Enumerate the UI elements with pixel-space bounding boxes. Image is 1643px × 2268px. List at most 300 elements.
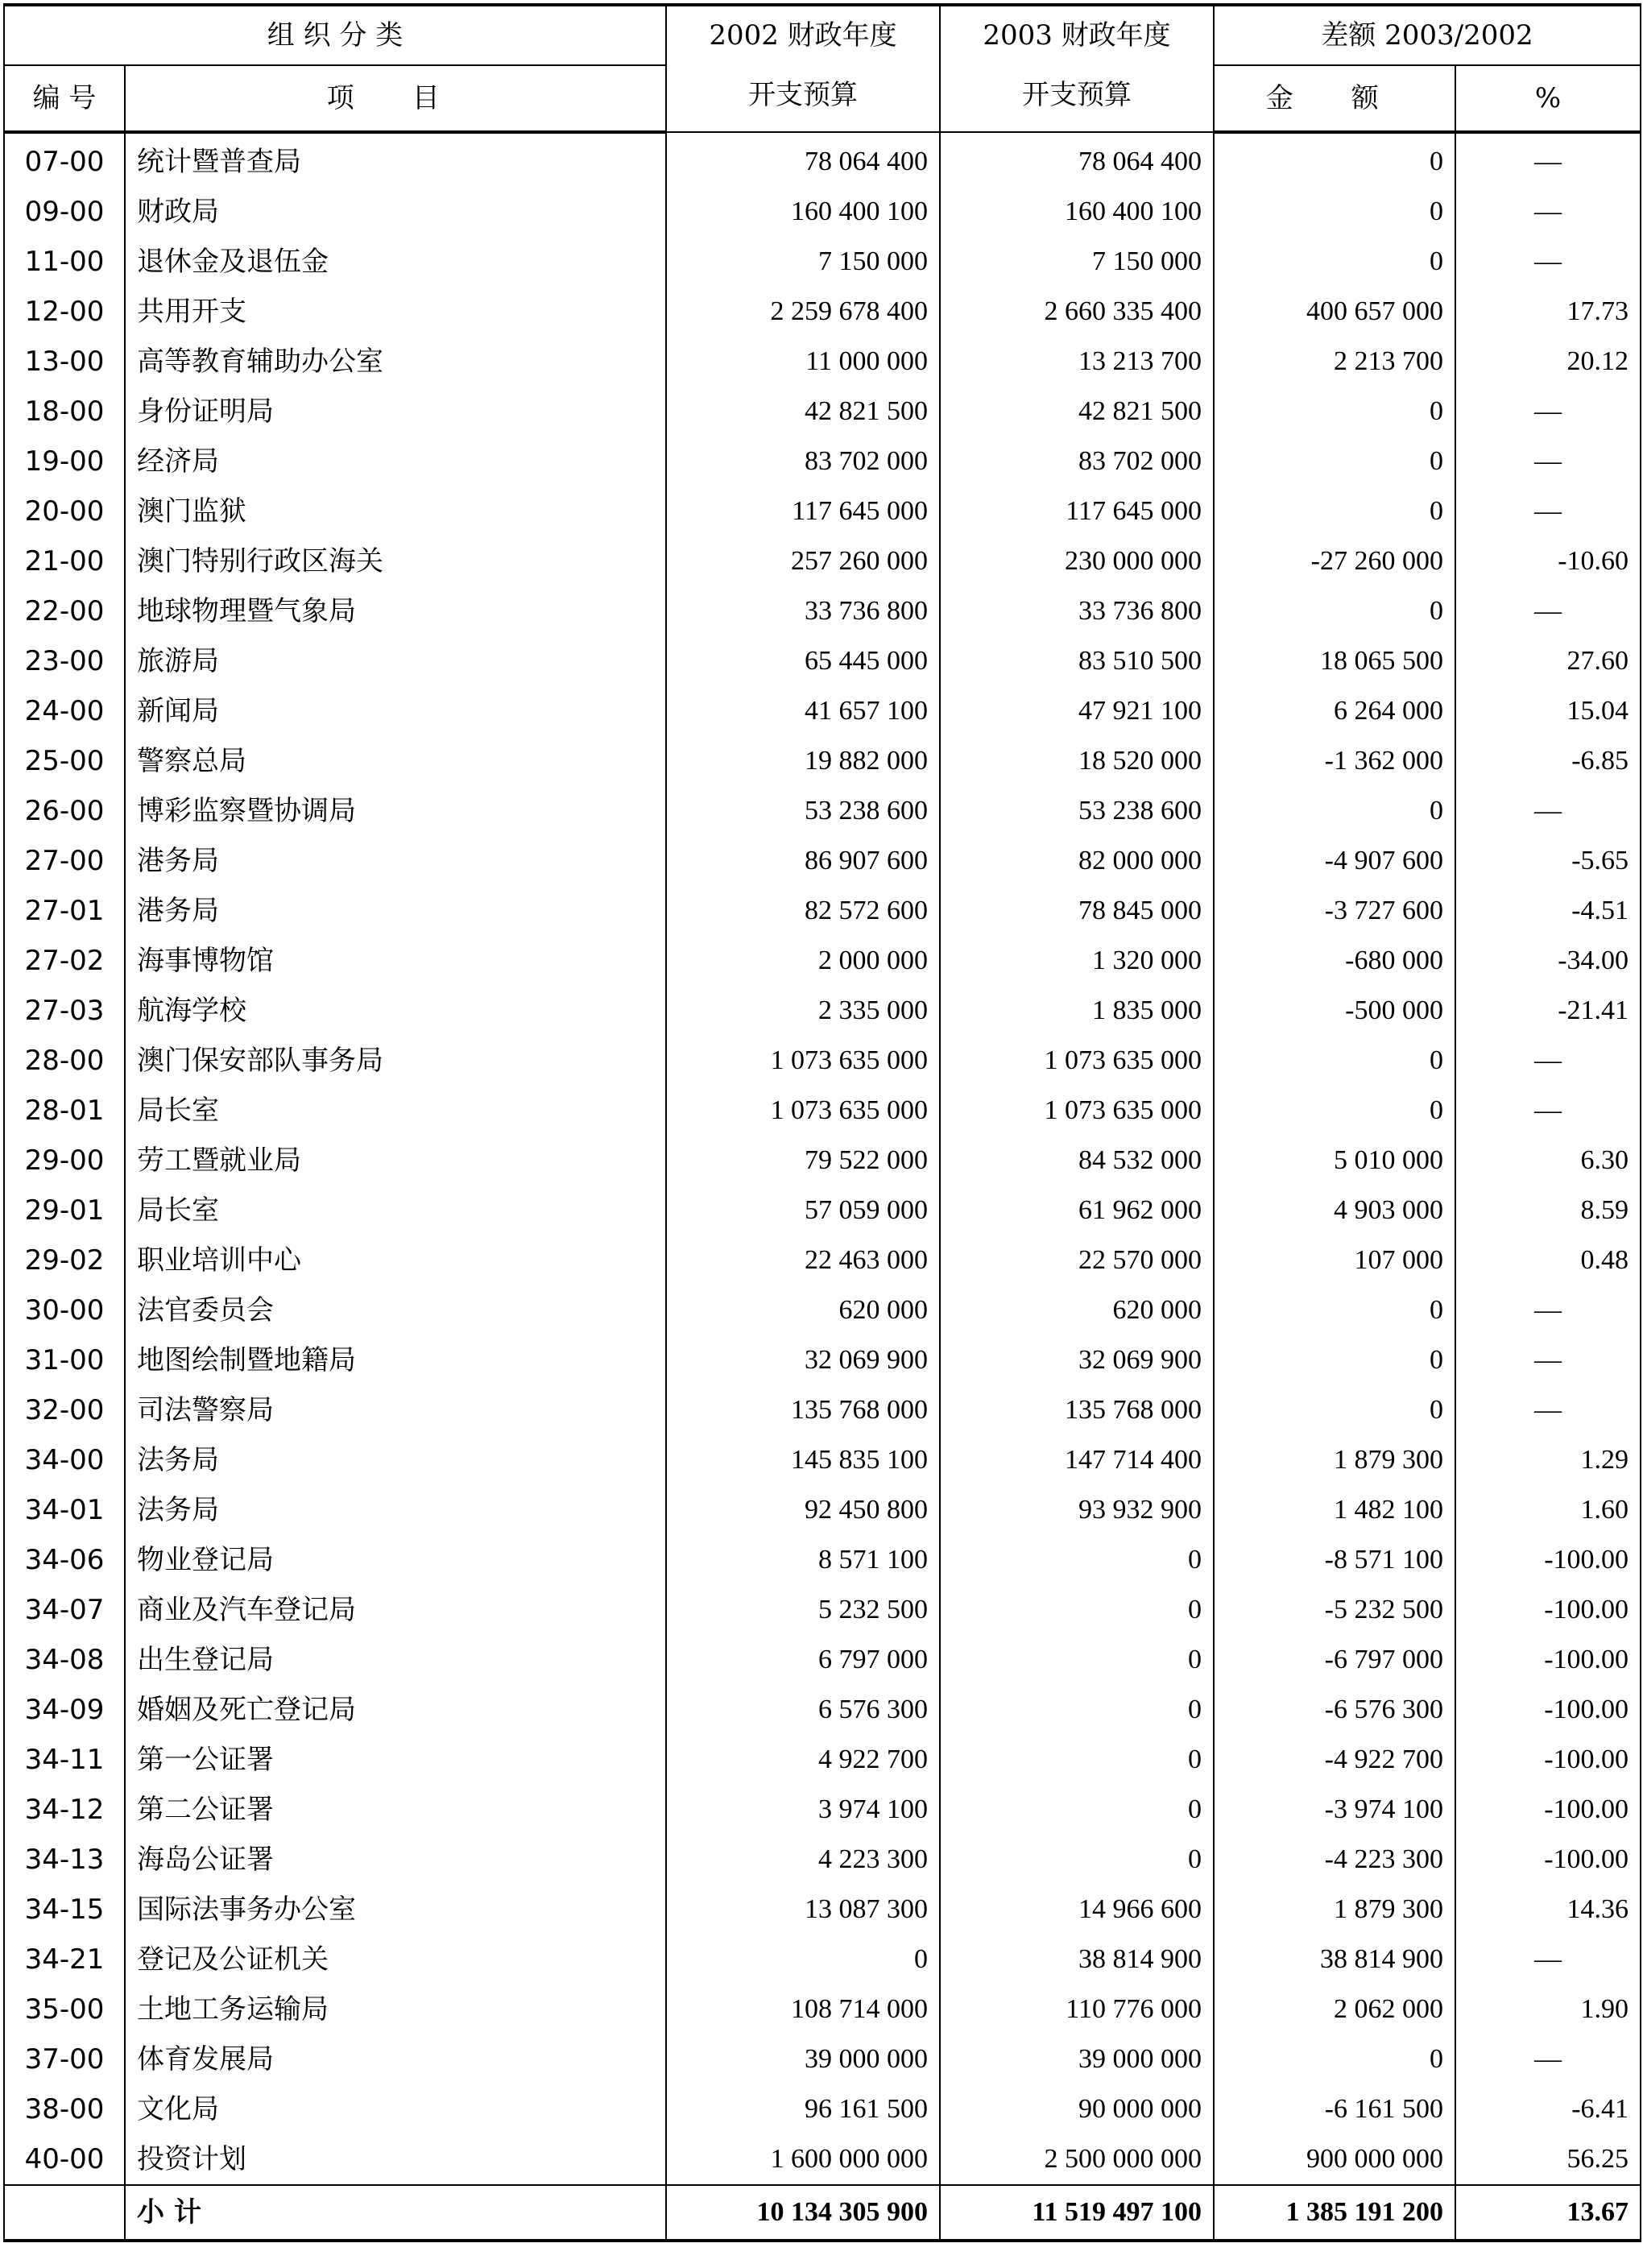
cell-budget-2003: 230 000 000 (940, 536, 1214, 586)
cell-item: 土地工务运输局 (125, 1984, 666, 2034)
cell-item: 文化局 (125, 2084, 666, 2134)
budget-2003-header-line2: 开支预算 (1022, 79, 1132, 111)
cell-budget-2002: 2 335 000 (666, 986, 940, 1036)
cell-budget-2003: 22 570 000 (940, 1235, 1214, 1285)
table-row (4, 1435, 1641, 1485)
cell-diff-percent: — (1455, 786, 1641, 836)
cell-code: 18-00 (4, 387, 125, 437)
cell-budget-2003: 93 932 900 (940, 1485, 1214, 1535)
cell-diff-percent: — (1455, 2034, 1641, 2084)
table-row (4, 187, 1641, 237)
cell-item: 第二公证署 (125, 1785, 666, 1835)
cell-diff-amount: 1 879 300 (1214, 1885, 1455, 1935)
cell-diff-amount: 0 (1214, 2034, 1455, 2084)
cell-budget-2002: 11 000 000 (666, 337, 940, 387)
cell-budget-2003: 83 510 500 (940, 636, 1214, 686)
cell-item: 出生登记局 (125, 1635, 666, 1685)
cell-item: 统计暨普查局 (125, 132, 666, 187)
amount-header: 金 额 (1214, 65, 1455, 132)
cell-budget-2003: 78 064 400 (940, 132, 1214, 187)
cell-budget-2002: 41 657 100 (666, 686, 940, 736)
cell-budget-2002: 92 450 800 (666, 1485, 940, 1535)
cell-diff-amount: 0 (1214, 1285, 1455, 1335)
cell-budget-2003: 42 821 500 (940, 387, 1214, 437)
cell-budget-2002: 32 069 900 (666, 1335, 940, 1385)
cell-diff-percent: — (1455, 586, 1641, 636)
table-row (4, 2034, 1641, 2084)
table-row (4, 1186, 1641, 1235)
cell-budget-2003: 13 213 700 (940, 337, 1214, 387)
cell-budget-2002: 4 223 300 (666, 1835, 940, 1885)
cell-code: 34-08 (4, 1635, 125, 1685)
cell-item: 第一公证署 (125, 1735, 666, 1785)
cell-diff-percent: -100.00 (1455, 1785, 1641, 1835)
cell-code: 29-00 (4, 1136, 125, 1186)
table-row (4, 736, 1641, 786)
table-row (4, 936, 1641, 986)
cell-diff-percent: 8.59 (1455, 1186, 1641, 1235)
cell-diff-percent: -6.41 (1455, 2084, 1641, 2134)
cell-budget-2003: 39 000 000 (940, 2034, 1214, 2084)
cell-budget-2003: 1 073 635 000 (940, 1086, 1214, 1136)
table-row (4, 437, 1641, 486)
diff-header: 差额 2003/2002 (1214, 5, 1641, 65)
cell-diff-percent: -100.00 (1455, 1535, 1641, 1585)
cell-budget-2002: 42 821 500 (666, 387, 940, 437)
cell-item: 司法警察局 (125, 1385, 666, 1435)
table-row (4, 1635, 1641, 1685)
budget-2003-header (940, 5, 1214, 132)
table-row (4, 1984, 1641, 2034)
table-row (4, 1785, 1641, 1835)
cell-diff-percent: — (1455, 1285, 1641, 1335)
cell-diff-amount: 2 062 000 (1214, 1984, 1455, 2034)
cell-budget-2003: 18 520 000 (940, 736, 1214, 786)
item-header: 项 目 (125, 65, 666, 132)
cell-diff-amount: 0 (1214, 387, 1455, 437)
cell-item: 局长室 (125, 1086, 666, 1136)
cell-code: 34-11 (4, 1735, 125, 1785)
table-row (4, 1086, 1641, 1136)
cell-item: 投资计划 (125, 2134, 666, 2185)
cell-budget-2003: 33 736 800 (940, 586, 1214, 636)
cell-diff-amount: -1 362 000 (1214, 736, 1455, 786)
cell-code: 07-00 (4, 132, 125, 187)
cell-item: 登记及公证机关 (125, 1935, 666, 1984)
cell-code: 27-00 (4, 836, 125, 886)
cell-budget-2003: 1 835 000 (940, 986, 1214, 1036)
cell-code: 35-00 (4, 1984, 125, 2034)
cell-diff-amount: -6 161 500 (1214, 2084, 1455, 2134)
table-row (4, 2134, 1641, 2185)
cell-diff-amount: 0 (1214, 586, 1455, 636)
cell-diff-percent: 56.25 (1455, 2134, 1641, 2185)
cell-code: 34-21 (4, 1935, 125, 1984)
cell-budget-2003: 53 238 600 (940, 786, 1214, 836)
cell-item: 澳门监狱 (125, 486, 666, 536)
cell-code: 28-00 (4, 1036, 125, 1086)
cell-code: 31-00 (4, 1335, 125, 1385)
cell-budget-2003: 84 532 000 (940, 1136, 1214, 1186)
cell-budget-2002: 86 907 600 (666, 836, 940, 886)
budget-2002-header-line1: 2002 财政年度 (709, 19, 897, 52)
cell-budget-2003: 0 (940, 1635, 1214, 1685)
cell-diff-percent: — (1455, 237, 1641, 287)
cell-code: 34-06 (4, 1535, 125, 1585)
cell-budget-2003: 38 814 900 (940, 1935, 1214, 1984)
cell-diff-percent: — (1455, 132, 1641, 187)
cell-code: 27-02 (4, 936, 125, 986)
cell-budget-2003: 47 921 100 (940, 686, 1214, 736)
table-row (4, 387, 1641, 437)
cell-diff-percent: 1.29 (1455, 1435, 1641, 1485)
cell-diff-amount: 0 (1214, 132, 1455, 187)
table-row (4, 1385, 1641, 1435)
cell-code: 34-15 (4, 1885, 125, 1935)
cell-item: 劳工暨就业局 (125, 1136, 666, 1186)
cell-item: 海岛公证署 (125, 1835, 666, 1885)
cell-budget-2003: 117 645 000 (940, 486, 1214, 536)
cell-budget-2003: 0 (940, 1785, 1214, 1835)
cell-budget-2003: 32 069 900 (940, 1335, 1214, 1385)
cell-item: 身份证明局 (125, 387, 666, 437)
subtotal-budget-2002: 10 134 305 900 (666, 2185, 940, 2241)
cell-diff-amount: 900 000 000 (1214, 2134, 1455, 2185)
cell-diff-percent: -100.00 (1455, 1585, 1641, 1635)
cell-code: 34-01 (4, 1485, 125, 1535)
cell-budget-2002: 22 463 000 (666, 1235, 940, 1285)
cell-budget-2002: 0 (666, 1935, 940, 1984)
cell-diff-percent: 14.36 (1455, 1885, 1641, 1935)
cell-code: 34-00 (4, 1435, 125, 1485)
cell-budget-2003: 1 320 000 (940, 936, 1214, 986)
table-row (4, 1585, 1641, 1635)
cell-diff-amount: 0 (1214, 187, 1455, 237)
cell-diff-amount: -500 000 (1214, 986, 1455, 1036)
percent-header: % (1455, 65, 1641, 132)
cell-diff-percent: 0.48 (1455, 1235, 1641, 1285)
cell-budget-2002: 5 232 500 (666, 1585, 940, 1635)
budget-table (3, 3, 1641, 2242)
table-row (4, 1735, 1641, 1785)
table-row (4, 1485, 1641, 1535)
table-row (4, 1885, 1641, 1935)
cell-budget-2003: 2 660 335 400 (940, 287, 1214, 337)
cell-diff-percent: 1.60 (1455, 1485, 1641, 1535)
cell-diff-amount: -4 907 600 (1214, 836, 1455, 886)
table-row (4, 1835, 1641, 1885)
cell-budget-2003: 135 768 000 (940, 1385, 1214, 1435)
table-row (4, 1285, 1641, 1335)
cell-diff-amount: 1 482 100 (1214, 1485, 1455, 1535)
cell-item: 海事博物馆 (125, 936, 666, 986)
cell-diff-amount: 4 903 000 (1214, 1186, 1455, 1235)
cell-diff-percent: 27.60 (1455, 636, 1641, 686)
table-row (4, 287, 1641, 337)
cell-diff-percent: -10.60 (1455, 536, 1641, 586)
cell-diff-percent: -21.41 (1455, 986, 1641, 1036)
cell-budget-2003: 0 (940, 1585, 1214, 1635)
cell-budget-2003: 61 962 000 (940, 1186, 1214, 1235)
table-row (4, 1535, 1641, 1585)
table-row (4, 486, 1641, 536)
cell-budget-2003: 1 073 635 000 (940, 1036, 1214, 1086)
cell-item: 经济局 (125, 437, 666, 486)
cell-budget-2002: 39 000 000 (666, 2034, 940, 2084)
cell-code: 29-02 (4, 1235, 125, 1285)
cell-diff-percent: — (1455, 437, 1641, 486)
cell-budget-2003: 110 776 000 (940, 1984, 1214, 2034)
subtotal-label: 小 计 (125, 2185, 666, 2241)
cell-diff-percent: -4.51 (1455, 886, 1641, 936)
cell-diff-amount: -4 922 700 (1214, 1735, 1455, 1785)
cell-budget-2002: 3 974 100 (666, 1785, 940, 1835)
cell-code: 32-00 (4, 1385, 125, 1435)
cell-budget-2002: 1 073 635 000 (666, 1086, 940, 1136)
cell-diff-percent: — (1455, 1385, 1641, 1435)
cell-item: 职业培训中心 (125, 1235, 666, 1285)
cell-diff-percent: -100.00 (1455, 1685, 1641, 1735)
table-row (4, 237, 1641, 287)
cell-diff-amount: 0 (1214, 1335, 1455, 1385)
cell-code: 24-00 (4, 686, 125, 736)
cell-diff-amount: 0 (1214, 1385, 1455, 1435)
cell-code: 21-00 (4, 536, 125, 586)
cell-budget-2003: 82 000 000 (940, 836, 1214, 886)
cell-code: 11-00 (4, 237, 125, 287)
cell-item: 共用开支 (125, 287, 666, 337)
cell-budget-2002: 7 150 000 (666, 237, 940, 287)
cell-item: 法务局 (125, 1485, 666, 1535)
cell-diff-percent: -6.85 (1455, 736, 1641, 786)
table-row (4, 586, 1641, 636)
cell-budget-2003: 90 000 000 (940, 2084, 1214, 2134)
cell-diff-amount: -6 797 000 (1214, 1635, 1455, 1685)
cell-code: 34-12 (4, 1785, 125, 1835)
cell-code: 23-00 (4, 636, 125, 686)
cell-diff-amount: -27 260 000 (1214, 536, 1455, 586)
table-row (4, 536, 1641, 586)
cell-code: 19-00 (4, 437, 125, 486)
cell-item: 澳门特别行政区海关 (125, 536, 666, 586)
cell-item: 商业及汽车登记局 (125, 1585, 666, 1635)
cell-budget-2003: 0 (940, 1735, 1214, 1785)
budget-2003-header-line1: 2003 财政年度 (983, 19, 1171, 52)
cell-diff-amount: 0 (1214, 437, 1455, 486)
cell-item: 法务局 (125, 1435, 666, 1485)
cell-budget-2003: 0 (940, 1535, 1214, 1585)
cell-budget-2002: 4 922 700 (666, 1735, 940, 1785)
cell-budget-2002: 19 882 000 (666, 736, 940, 786)
cell-budget-2003: 0 (940, 1835, 1214, 1885)
cell-item: 婚姻及死亡登记局 (125, 1685, 666, 1735)
cell-diff-percent: — (1455, 486, 1641, 536)
cell-budget-2003: 14 966 600 (940, 1885, 1214, 1935)
cell-budget-2002: 57 059 000 (666, 1186, 940, 1235)
code-header: 编 号 (4, 65, 125, 132)
cell-code: 13-00 (4, 337, 125, 387)
table-row (4, 1685, 1641, 1735)
cell-diff-amount: 0 (1214, 1036, 1455, 1086)
cell-item: 港务局 (125, 836, 666, 886)
cell-diff-amount: -3 974 100 (1214, 1785, 1455, 1835)
table-row (4, 1935, 1641, 1984)
cell-code: 37-00 (4, 2034, 125, 2084)
org-class-header: 组 织 分 类 (4, 5, 666, 65)
cell-diff-amount: 18 065 500 (1214, 636, 1455, 686)
cell-diff-amount: 400 657 000 (1214, 287, 1455, 337)
cell-code: 34-13 (4, 1835, 125, 1885)
cell-budget-2002: 65 445 000 (666, 636, 940, 686)
cell-budget-2002: 78 064 400 (666, 132, 940, 187)
cell-budget-2002: 117 645 000 (666, 486, 940, 536)
cell-diff-percent: -5.65 (1455, 836, 1641, 886)
cell-diff-amount: 0 (1214, 786, 1455, 836)
cell-code: 40-00 (4, 2134, 125, 2185)
cell-diff-amount: 38 814 900 (1214, 1935, 1455, 1984)
cell-budget-2002: 1 600 000 000 (666, 2134, 940, 2185)
cell-budget-2003: 160 400 100 (940, 187, 1214, 237)
cell-code: 20-00 (4, 486, 125, 536)
cell-budget-2002: 13 087 300 (666, 1885, 940, 1935)
cell-diff-percent: — (1455, 1086, 1641, 1136)
cell-code: 12-00 (4, 287, 125, 337)
cell-diff-amount: 0 (1214, 486, 1455, 536)
cell-code: 38-00 (4, 2084, 125, 2134)
cell-diff-percent: 6.30 (1455, 1136, 1641, 1186)
cell-code: 09-00 (4, 187, 125, 237)
cell-budget-2002: 79 522 000 (666, 1136, 940, 1186)
cell-item: 旅游局 (125, 636, 666, 686)
cell-budget-2002: 108 714 000 (666, 1984, 940, 2034)
cell-budget-2003: 7 150 000 (940, 237, 1214, 287)
cell-diff-percent: — (1455, 1935, 1641, 1984)
table-header (4, 5, 1641, 132)
cell-item: 局长室 (125, 1186, 666, 1235)
table-row (4, 786, 1641, 836)
cell-code: 34-07 (4, 1585, 125, 1635)
cell-diff-percent: — (1455, 1036, 1641, 1086)
cell-item: 新闻局 (125, 686, 666, 736)
cell-code: 34-09 (4, 1685, 125, 1735)
cell-diff-amount: -680 000 (1214, 936, 1455, 986)
subtotal-amount: 1 385 191 200 (1214, 2185, 1455, 2241)
cell-diff-amount: 1 879 300 (1214, 1435, 1455, 1485)
cell-diff-amount: 6 264 000 (1214, 686, 1455, 736)
cell-diff-percent: 15.04 (1455, 686, 1641, 736)
cell-item: 退休金及退伍金 (125, 237, 666, 287)
cell-diff-percent: — (1455, 1335, 1641, 1385)
cell-item: 地球物理暨气象局 (125, 586, 666, 636)
cell-code: 29-01 (4, 1186, 125, 1235)
cell-diff-amount: 0 (1214, 1086, 1455, 1136)
cell-code: 22-00 (4, 586, 125, 636)
cell-budget-2002: 82 572 600 (666, 886, 940, 936)
cell-item: 澳门保安部队事务局 (125, 1036, 666, 1086)
table-row (4, 636, 1641, 686)
table-row (4, 1036, 1641, 1086)
subtotal-code-cell (4, 2185, 125, 2241)
cell-budget-2002: 160 400 100 (666, 187, 940, 237)
cell-budget-2002: 2 259 678 400 (666, 287, 940, 337)
cell-item: 物业登记局 (125, 1535, 666, 1585)
cell-budget-2003: 620 000 (940, 1285, 1214, 1335)
cell-diff-percent: 20.12 (1455, 337, 1641, 387)
cell-item: 博彩监察暨协调局 (125, 786, 666, 836)
budget-2002-header-line2: 开支预算 (748, 79, 858, 111)
cell-diff-percent: -34.00 (1455, 936, 1641, 986)
cell-item: 高等教育辅助办公室 (125, 337, 666, 387)
subtotal-percent: 13.67 (1455, 2185, 1641, 2241)
cell-budget-2002: 620 000 (666, 1285, 940, 1335)
budget-2002-header (666, 5, 940, 132)
cell-diff-percent: 17.73 (1455, 287, 1641, 337)
cell-budget-2002: 96 161 500 (666, 2084, 940, 2134)
cell-diff-amount: 0 (1214, 237, 1455, 287)
cell-budget-2003: 2 500 000 000 (940, 2134, 1214, 2185)
cell-budget-2002: 83 702 000 (666, 437, 940, 486)
cell-diff-percent: -100.00 (1455, 1635, 1641, 1685)
cell-budget-2003: 83 702 000 (940, 437, 1214, 486)
cell-item: 警察总局 (125, 736, 666, 786)
cell-budget-2002: 257 260 000 (666, 536, 940, 586)
cell-budget-2002: 33 736 800 (666, 586, 940, 636)
cell-code: 30-00 (4, 1285, 125, 1335)
subtotal-row (4, 2185, 1641, 2241)
cell-code: 26-00 (4, 786, 125, 836)
table-row (4, 1335, 1641, 1385)
cell-diff-percent: 1.90 (1455, 1984, 1641, 2034)
table-row (4, 986, 1641, 1036)
table-row (4, 886, 1641, 936)
cell-budget-2002: 6 797 000 (666, 1635, 940, 1685)
cell-budget-2002: 8 571 100 (666, 1535, 940, 1585)
cell-code: 27-03 (4, 986, 125, 1036)
cell-item: 港务局 (125, 886, 666, 936)
cell-code: 27-01 (4, 886, 125, 936)
cell-diff-amount: -6 576 300 (1214, 1685, 1455, 1735)
subtotal-budget-2003: 11 519 497 100 (940, 2185, 1214, 2241)
cell-item: 国际法事务办公室 (125, 1885, 666, 1935)
cell-diff-amount: -5 232 500 (1214, 1585, 1455, 1635)
cell-diff-amount: -3 727 600 (1214, 886, 1455, 936)
cell-code: 25-00 (4, 736, 125, 786)
cell-diff-percent: -100.00 (1455, 1835, 1641, 1885)
cell-diff-percent: -100.00 (1455, 1735, 1641, 1785)
cell-budget-2002: 145 835 100 (666, 1435, 940, 1485)
cell-budget-2002: 2 000 000 (666, 936, 940, 986)
cell-budget-2003: 0 (940, 1685, 1214, 1735)
cell-budget-2002: 1 073 635 000 (666, 1036, 940, 1086)
cell-diff-amount: -4 223 300 (1214, 1835, 1455, 1885)
table-row (4, 2084, 1641, 2134)
table-row (4, 1136, 1641, 1186)
cell-budget-2002: 6 576 300 (666, 1685, 940, 1735)
cell-diff-amount: 2 213 700 (1214, 337, 1455, 387)
cell-item: 财政局 (125, 187, 666, 237)
cell-item: 航海学校 (125, 986, 666, 1036)
cell-diff-percent: — (1455, 387, 1641, 437)
table-row (4, 686, 1641, 736)
table-row (4, 132, 1641, 187)
cell-budget-2002: 53 238 600 (666, 786, 940, 836)
table-body (4, 132, 1641, 2241)
cell-code: 28-01 (4, 1086, 125, 1136)
cell-item: 地图绘制暨地籍局 (125, 1335, 666, 1385)
table-row (4, 836, 1641, 886)
table-row (4, 1235, 1641, 1285)
cell-budget-2003: 78 845 000 (940, 886, 1214, 936)
